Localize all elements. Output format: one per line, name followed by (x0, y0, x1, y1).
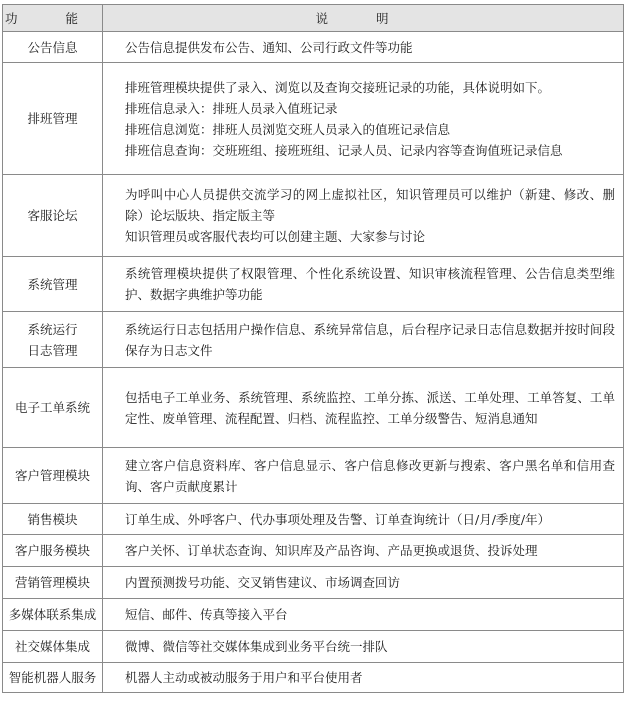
table-row (3, 175, 624, 257)
description-line: 知识管理员或客服代表均可以创建主题、大家参与讨论 (125, 229, 426, 244)
function-cell (3, 312, 103, 368)
description-cell (103, 257, 624, 312)
function-name: 销售模块 (27, 511, 78, 527)
description-cell (103, 567, 624, 599)
function-cell (3, 663, 103, 693)
description-line: 包括电子工单业务、系统管理、系统监控、工单分拣、派送、工单处理、工单答复、工单定性、废单管理、流程配置、归档、流程监控、工单分级警告、短消息通知 (125, 389, 615, 426)
function-name: 客服论坛 (27, 208, 78, 223)
table-row (3, 535, 624, 567)
table-body (3, 32, 624, 693)
description-cell (103, 175, 624, 257)
description-line: 排班信息录入：排班人员录入值班记录 (125, 100, 338, 116)
description-cell (103, 663, 624, 693)
table-header-row (3, 5, 624, 32)
function-name: 智能机器人服务 (8, 670, 97, 685)
description-line: 系统运行日志包括用户操作信息、系统异常信息，后台程序记录日志信息数据并按时间段保存为日志文件 (125, 321, 615, 358)
description-cell (103, 599, 624, 631)
function-cell (3, 599, 103, 631)
function-name: 营销管理模块 (14, 575, 90, 590)
description-line: 客户关怀、订单状态查询、知识库及产品咨询、产品更换或退货、投诉处理 (125, 543, 538, 558)
function-cell (3, 175, 103, 257)
table-row (3, 599, 624, 631)
table-row (3, 368, 624, 448)
function-cell (3, 63, 103, 175)
header-function: 功 能 (3, 5, 103, 32)
table-row (3, 32, 624, 63)
description-line: 微博、微信等社交媒体集成到业务平台统一排队 (125, 639, 388, 654)
description-line: 为呼叫中心人员提供交流学习的网上虚拟社区，知识管理员可以维护（新建、修改、删除）论坛版块、指定版主等 (125, 187, 615, 223)
description-line: 公告信息提供发布公告、通知、公司行政文件等功能 (125, 39, 413, 55)
function-name: 日志管理 (27, 342, 78, 358)
description-line: 机器人主动或被动服务于用户和平台使用者 (125, 670, 363, 685)
header-description: 说 明 (103, 5, 624, 32)
function-name: 客户服务模块 (14, 543, 90, 558)
table-row (3, 448, 624, 504)
table-row (3, 631, 624, 663)
table-row (3, 257, 624, 312)
function-description-table (2, 4, 624, 693)
description-cell (103, 504, 624, 535)
function-cell (3, 448, 103, 504)
function-cell (3, 631, 103, 663)
description-cell (103, 535, 624, 567)
function-name: 电子工单系统 (14, 400, 90, 415)
function-name: 多媒体联系集成 (8, 607, 97, 622)
function-name: 系统运行 (27, 321, 78, 337)
function-cell (3, 257, 103, 312)
description-cell (103, 448, 624, 504)
function-cell (3, 567, 103, 599)
function-name: 社交媒体集成 (14, 639, 90, 654)
table-row (3, 504, 624, 535)
description-cell (103, 631, 624, 663)
description-line: 短信、邮件、传真等接入平台 (125, 607, 288, 622)
table-row (3, 663, 624, 693)
description-line: 系统管理模块提供了权限管理、个性化系统设置、知识审核流程管理、公告信息类型维护、数据字典维护等功能 (125, 266, 615, 302)
function-name: 客户管理模块 (14, 468, 90, 483)
function-cell (3, 504, 103, 535)
function-cell (3, 368, 103, 448)
description-line: 排班管理模块提供了录入、浏览以及查询交接班记录的功能，具体说明如下。 (125, 79, 551, 95)
description-cell (103, 63, 624, 175)
function-name: 排班管理 (27, 111, 78, 126)
function-name: 系统管理 (27, 276, 78, 292)
table-row (3, 567, 624, 599)
table-row (3, 63, 624, 175)
description-cell (103, 368, 624, 448)
description-line: 订单生成、外呼客户、代办事项处理及告警、订单查询统计（日/月/季度/年） (125, 511, 551, 527)
description-cell (103, 312, 624, 368)
function-table-container (2, 4, 623, 693)
table-row (3, 312, 624, 368)
function-cell (3, 32, 103, 63)
description-cell (103, 32, 624, 63)
description-line: 建立客户信息资料库、客户信息显示、客户信息修改更新与搜索、客户黑名单和信用查询、客户贡献度累计 (125, 457, 615, 494)
function-name: 公告信息 (27, 39, 78, 55)
description-line: 内置预测拨号功能、交叉销售建议、市场调查回访 (125, 575, 401, 590)
description-line: 排班信息浏览：排班人员浏览交班人员录入的值班记录信息 (125, 121, 451, 137)
function-cell (3, 535, 103, 567)
description-line: 排班信息查询：交班班组、接班班组、记录人员、记录内容等查询值班记录信息 (125, 142, 563, 158)
